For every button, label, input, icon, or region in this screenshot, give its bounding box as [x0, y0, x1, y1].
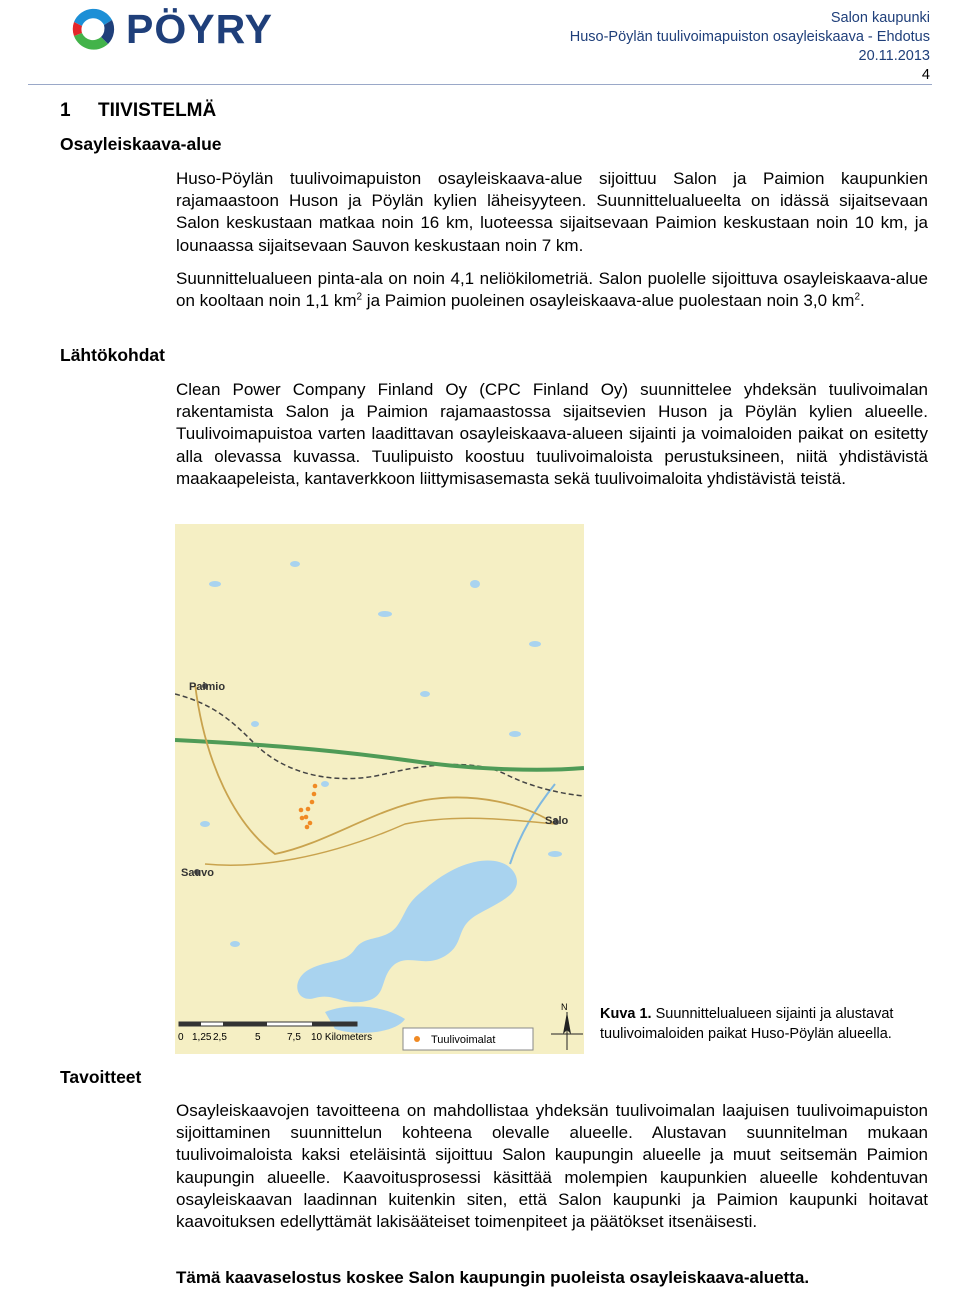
location-map — [175, 524, 584, 1054]
poyry-logo — [68, 6, 304, 52]
header-divider — [28, 84, 932, 85]
paragraph-size-part1: Suunnittelualueen pinta-ala on noin 4,1 neliökilometriä. Salon puolelle sijoittuva osayleiskaava-alue on kooltaan noin 1,1 km — [176, 269, 928, 311]
header-date: 20.11.2013 — [858, 48, 930, 64]
paragraph-area: Huso-Pöylän tuulivoimapuiston osayleiskaava-alue sijoittuu Salon ja Paimion kaupunkien rajamaastoon Huson ja Pöylän kylien läheisyyteen. Suunnittelualueelta on idässä sijaitsevaan Salon keskustaan matkaa noin 16 km, luoteessa sijaitsevaan Paimion keskustaan noin 10 km, ja lounaassa sijaitsevaan Sauvon keskustaan noin 7 km. — [176, 169, 928, 255]
caption-label: Kuva 1. — [600, 1006, 652, 1022]
paragraph-size — [176, 268, 928, 312]
section-number: 1 — [60, 100, 71, 121]
page-number: 4 — [921, 67, 930, 83]
figure-caption — [600, 1004, 940, 1044]
legend-turbine-icon — [414, 1036, 420, 1042]
section-heading — [60, 100, 216, 122]
map-legend — [403, 1028, 533, 1050]
map-label-sauvo: Sauvo — [181, 867, 215, 879]
logo-wordmark: PÖYRY — [126, 6, 274, 52]
paragraph-size-part2: ja Paimion puoleinen osayleiskaava-alue puolestaan noin 3,0 km — [362, 291, 855, 311]
side-heading-goals: Tavoitteet — [60, 1067, 142, 1087]
legend-label: Tuulivoimalat — [431, 1034, 496, 1046]
map-label-salo: Salo — [545, 815, 569, 827]
scale-tick: 10 Kilometers — [311, 1032, 373, 1043]
superscript-2: 2 — [854, 291, 861, 303]
paragraph-starting-points: Clean Power Company Finland Oy (CPC Finland Oy) suunnittelee yhdeksän tuulivoimalan rakentamista Salon ja Paimion rajamaastossa sijaitsevien Huson ja Pöylän kylien alueelle. Tuulivoimapuistoa varten laadittavan osayleiskaava-alueen sijainti ja voimaloiden paikat on esitetty alla olevassa kuvassa. Tuulipuisto koostuu tuulivoimaloista perustuksineen, niitä yhdistävistä maakaapeleista, kantaverkkoon liittymisasemasta sekä tuulivoimaloita yhdistävistä teistä. — [176, 380, 928, 488]
scale-tick: 2,5 — [213, 1032, 227, 1043]
scale-tick: 0 — [178, 1032, 184, 1043]
north-label: N — [561, 1002, 568, 1012]
poyry-logo-icon — [68, 6, 124, 52]
header-project: Huso-Pöylän tuulivoimapuiston osayleiskaava - Ehdotus — [569, 29, 930, 45]
scale-tick: 1,25 — [192, 1032, 212, 1043]
paragraph-scope: Tämä kaavaselostus koskee Salon kaupungin puoleista osayleiskaava-aluetta. — [176, 1268, 810, 1287]
map-label-paimio: Paimio — [189, 681, 226, 693]
header-client: Salon kaupunki — [830, 10, 930, 26]
scale-tick: 7,5 — [287, 1032, 301, 1043]
superscript-2: 2 — [356, 291, 363, 303]
location-map-svg — [175, 524, 584, 1054]
side-heading-area: Osayleiskaava-alue — [60, 134, 222, 154]
paragraph-size-part3: . — [860, 291, 865, 311]
scale-tick: 5 — [255, 1032, 261, 1043]
caption-text: Suunnittelualueen sijainti ja alustavat tuulivoimaloiden paikat Huso-Pöylän alueella. — [600, 1006, 894, 1042]
paragraph-goals: Osayleiskaavojen tavoitteena on mahdollistaa yhdeksän tuulivoimalan laajuisen tuulivoimapuiston sijoittaminen suunnittelun kohteena olevalle alueelle. Alustavan suunnitelman mukaan tuulivoimaloista kaksi eteläisintä sijoittuu Salon kaupungin alueelle ja muut seitsemän Paimion kaupungin alueelle. Kaavoitusprosessi käsittää molempien kaupunkien alueelle kohdentuvan osayleiskaavan laadinnan kuitenkin siten, että Salon kaupunki ja Paimion kaupunki hoitavat kaavoituksen edellyttämät lakisääteiset toimenpiteet ja päätökset itsenäisesti. — [176, 1101, 928, 1232]
section-title: TIIVISTELMÄ — [98, 100, 217, 121]
side-heading-starting-points: Lähtökohdat — [60, 345, 165, 365]
